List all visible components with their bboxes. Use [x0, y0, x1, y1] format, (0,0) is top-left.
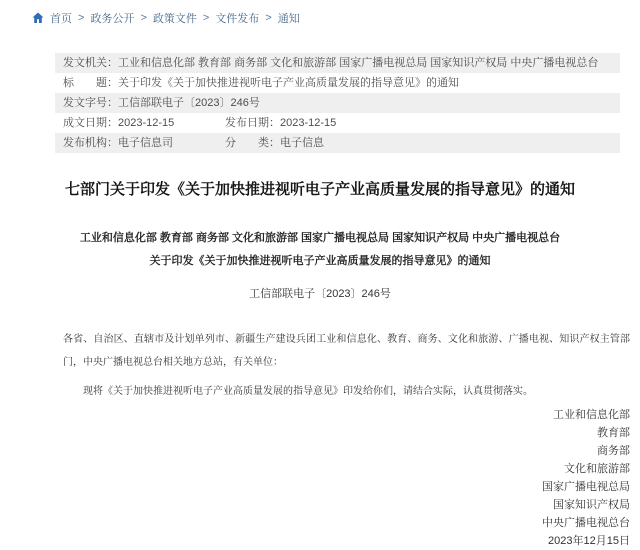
meta-value: 2023-12-15: [280, 117, 337, 129]
document-reference-number: 工信部联电子〔2023〕246号: [249, 288, 391, 300]
meta-value: 关于印发《关于加快推进视听电子产业高质量发展的指导意见》的通知: [118, 77, 459, 89]
signature-line: 国家广播电视总局: [542, 481, 630, 493]
meta-row-title: [55, 73, 620, 93]
meta-row-issuing-authority: [55, 53, 620, 73]
breadcrumb-link-tongzhi[interactable]: 通知: [277, 13, 300, 25]
meta-value: 2023-12-15: [118, 117, 175, 129]
breadcrumb-separator: >: [265, 12, 272, 24]
breadcrumb-link-home[interactable]: 首页: [50, 13, 72, 25]
signature-date: 2023年12月15日: [548, 535, 630, 547]
breadcrumb-separator: >: [78, 12, 85, 24]
breadcrumb-link-zhengwugongkai[interactable]: 政务公开: [90, 13, 135, 25]
document-heading: [40, 227, 600, 273]
signature-line: 工业和信息化部: [553, 409, 630, 421]
signature-line: 教育部: [597, 427, 630, 439]
meta-row-dates: [55, 113, 620, 133]
meta-label: 成文日期：: [63, 117, 118, 129]
meta-label: 发布日期：: [225, 117, 280, 129]
signature-block: [63, 406, 630, 550]
meta-label: 发文机关：: [63, 57, 118, 69]
meta-value: 电子信息司: [118, 137, 173, 149]
meta-label: 分 类：: [225, 137, 280, 149]
meta-label: 发文字号：: [63, 97, 118, 109]
breadcrumb-separator: >: [140, 12, 147, 24]
meta-value: 工信部联电子〔2023〕246号: [118, 97, 260, 109]
page-title: 七部门关于印发《关于加快推进视听电子产业高质量发展的指导意见》的通知: [64, 181, 575, 199]
signature-line: 国家知识产权局: [553, 499, 630, 511]
issuing-departments-line: 工业和信息化部 教育部 商务部 文化和旅游部 国家广播电视总局 国家知识产权局 中央广播电视总台: [79, 232, 561, 244]
signature-line: 文化和旅游部: [564, 463, 630, 475]
breadcrumb: [32, 10, 300, 26]
document-subtitle: 关于印发《关于加快推进视听电子产业高质量发展的指导意见》的通知: [149, 255, 491, 267]
meta-label: 标 题：: [63, 77, 118, 89]
body-paragraph: 现将《关于加快推进视听电子产业高质量发展的指导意见》印发给你们，请结合实际，认真贯彻落实。: [83, 386, 533, 397]
recipients-paragraph: 各省、自治区、直辖市及计划单列市、新疆生产建设兵团工业和信息化、教育、商务、文化和旅游、广播电视、知识产权主管部门，中央广播电视总台相关地方总站，有关单位：: [63, 334, 630, 368]
breadcrumb-link-zhengcewenjian[interactable]: 政策文件: [152, 13, 197, 25]
meta-row-doc-number: [55, 93, 620, 113]
signature-line: 商务部: [597, 445, 630, 457]
document-meta-table: [55, 53, 620, 153]
meta-label: 发布机构：: [63, 137, 118, 149]
meta-row-publisher-category: [55, 133, 620, 153]
meta-value: 电子信息: [280, 137, 324, 149]
home-icon[interactable]: [32, 12, 44, 24]
signature-line: 中央广播电视总台: [542, 517, 630, 529]
meta-value: 工业和信息化部 教育部 商务部 文化和旅游部 国家广播电视总局 国家知识产权局 中央广播电视总台: [118, 57, 599, 69]
breadcrumb-separator: >: [202, 12, 210, 24]
breadcrumb-link-wenjianfabu[interactable]: 文件发布: [215, 13, 260, 25]
